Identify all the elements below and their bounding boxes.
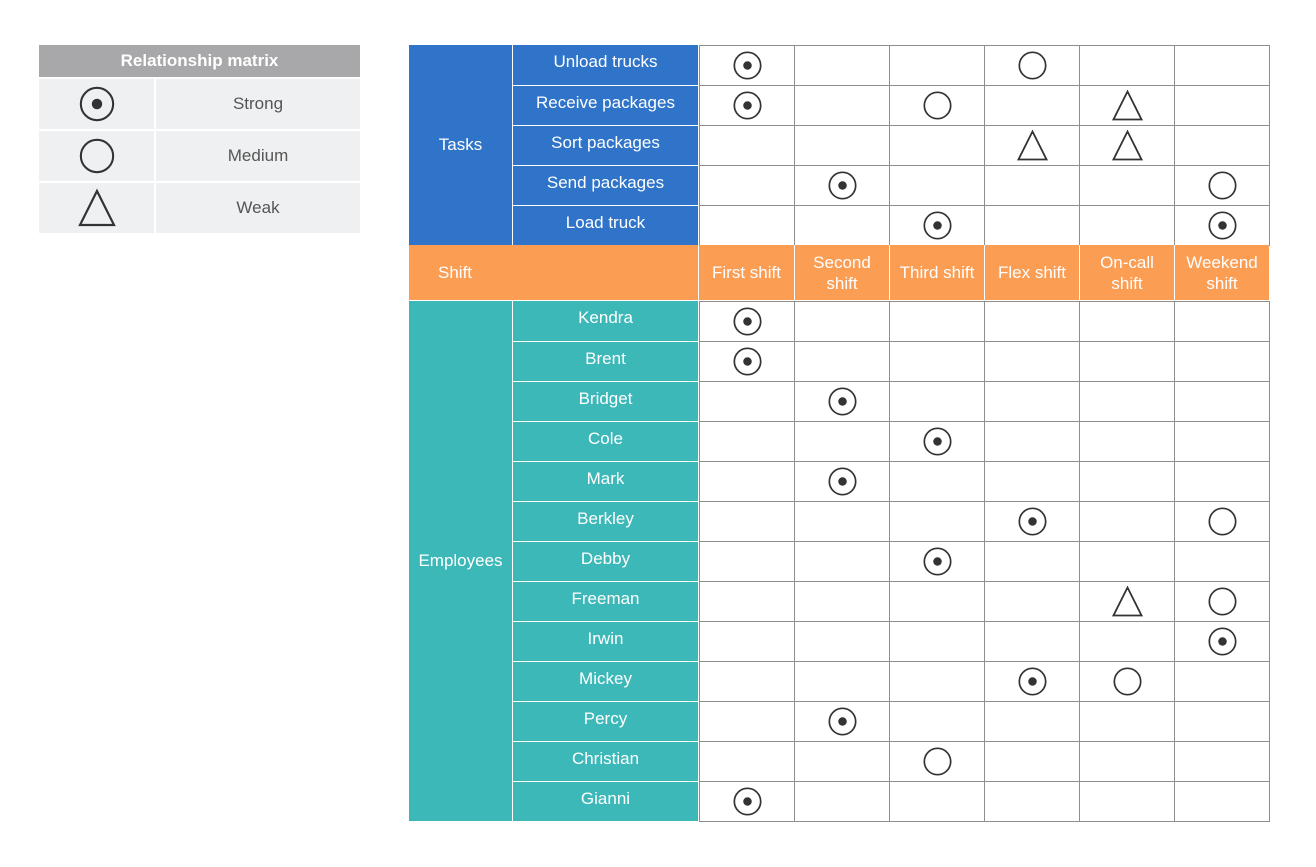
employees-grid-cell	[1174, 301, 1270, 342]
tasks-grid-cell	[794, 85, 890, 126]
tasks-grid-cell	[794, 165, 890, 206]
employees-grid-cell	[1174, 701, 1270, 742]
strong-symbol-icon	[922, 426, 953, 457]
employees-grid-cell	[699, 661, 795, 702]
employees-row-label: Mickey	[513, 662, 698, 701]
tasks-grid-cell	[699, 125, 795, 166]
tasks-grid-cell	[1079, 165, 1175, 206]
employees-grid-cell	[699, 461, 795, 502]
tasks-grid-cell	[1174, 125, 1270, 166]
employees-grid-cell	[889, 781, 985, 822]
tasks-grid-cell	[794, 125, 890, 166]
employees-row-label: Christian	[513, 742, 698, 781]
employees-grid-cell	[1174, 581, 1270, 622]
tasks-grid-cell	[794, 205, 890, 246]
shift-section-label: Shift	[409, 245, 698, 300]
employees-grid-cell	[794, 701, 890, 742]
employees-row-label: Kendra	[513, 301, 698, 341]
employees-grid-cell	[889, 741, 985, 782]
employees-grid-cell	[889, 381, 985, 422]
employees-grid-cell	[1174, 621, 1270, 662]
employees-grid-cell	[889, 701, 985, 742]
strong-symbol-icon	[1017, 666, 1048, 697]
employees-grid-cell	[984, 501, 1080, 542]
strong-symbol-icon	[1207, 626, 1238, 657]
shift-column-header: Weekend shift	[1174, 245, 1269, 300]
employees-grid-cell	[1079, 661, 1175, 702]
employees-grid-cell	[889, 421, 985, 462]
employees-grid-cell	[889, 461, 985, 502]
strong-symbol-icon	[827, 386, 858, 417]
employees-grid-cell	[984, 621, 1080, 662]
employees-grid-cell	[794, 301, 890, 342]
employees-section-label: Employees	[409, 301, 512, 821]
employees-grid-cell	[984, 541, 1080, 582]
employees-grid-cell	[1174, 501, 1270, 542]
employees-grid-cell	[1174, 661, 1270, 702]
medium-symbol-icon	[922, 746, 953, 777]
tasks-grid-cell	[984, 125, 1080, 166]
employees-grid-cell	[699, 781, 795, 822]
employees-grid-cell	[699, 501, 795, 542]
medium-symbol-icon	[1017, 50, 1048, 81]
strong-symbol-icon	[732, 90, 763, 121]
medium-symbol-icon	[922, 90, 953, 121]
employees-grid-cell	[699, 381, 795, 422]
tasks-grid-cell	[1079, 45, 1175, 86]
tasks-grid-cell	[1079, 125, 1175, 166]
strong-symbol-icon	[922, 210, 953, 241]
employees-grid-cell	[1079, 781, 1175, 822]
employees-grid-cell	[794, 461, 890, 502]
employees-grid-cell	[1079, 741, 1175, 782]
employees-grid-cell	[699, 421, 795, 462]
employees-grid-cell	[984, 381, 1080, 422]
legend-label: Medium	[156, 131, 360, 181]
employees-grid-cell	[794, 381, 890, 422]
employees-row-label: Cole	[513, 422, 698, 461]
employees-grid-cell	[699, 741, 795, 782]
employees-grid-cell	[984, 661, 1080, 702]
employees-grid-cell	[889, 661, 985, 702]
tasks-grid-cell	[699, 85, 795, 126]
strong-symbol-icon	[1207, 210, 1238, 241]
employees-grid-cell	[1174, 381, 1270, 422]
employees-grid-cell	[1079, 501, 1175, 542]
employees-grid-cell	[1079, 421, 1175, 462]
employees-grid-cell	[889, 581, 985, 622]
strong-symbol-icon	[732, 50, 763, 81]
employees-grid-cell	[1079, 301, 1175, 342]
employees-grid-cell	[1174, 741, 1270, 782]
strong-symbol-icon	[732, 786, 763, 817]
employees-grid-cell	[699, 621, 795, 662]
strong-symbol-icon	[827, 706, 858, 737]
weak-symbol-icon	[1016, 129, 1049, 162]
employees-grid-cell	[984, 421, 1080, 462]
strong-symbol-icon	[827, 170, 858, 201]
employees-grid-cell	[699, 341, 795, 382]
tasks-grid-cell	[889, 45, 985, 86]
employees-grid-cell	[984, 341, 1080, 382]
tasks-grid-cell	[1174, 85, 1270, 126]
employees-grid-cell	[1174, 461, 1270, 502]
employees-grid-cell	[794, 421, 890, 462]
employees-row-label: Berkley	[513, 502, 698, 541]
employees-grid-cell	[1079, 341, 1175, 382]
legend-label: Weak	[156, 183, 360, 233]
shift-column-header: On-call shift	[1079, 245, 1174, 300]
tasks-grid-cell	[1174, 205, 1270, 246]
tasks-grid-cell	[1174, 45, 1270, 86]
employees-row-label: Gianni	[513, 782, 698, 821]
medium-symbol-icon	[1207, 170, 1238, 201]
tasks-row-label: Load truck	[513, 206, 698, 245]
tasks-row-label: Receive packages	[513, 86, 698, 125]
employees-grid-cell	[794, 661, 890, 702]
employees-grid-cell	[889, 501, 985, 542]
employees-grid-cell	[889, 621, 985, 662]
strong-symbol-icon	[732, 306, 763, 337]
employees-grid-cell	[699, 581, 795, 622]
employees-grid-cell	[984, 301, 1080, 342]
legend-title: Relationship matrix	[39, 45, 360, 77]
employees-grid-cell	[794, 781, 890, 822]
medium-symbol-icon	[1207, 506, 1238, 537]
shift-column-header: Second shift	[794, 245, 889, 300]
medium-symbol-icon	[1207, 586, 1238, 617]
tasks-section-label: Tasks	[409, 45, 512, 245]
employees-grid-cell	[984, 741, 1080, 782]
tasks-grid-cell	[889, 85, 985, 126]
tasks-grid-cell	[984, 205, 1080, 246]
employees-grid-cell	[889, 541, 985, 582]
employees-grid-cell	[1079, 581, 1175, 622]
strong-symbol-icon	[827, 466, 858, 497]
tasks-row-label: Sort packages	[513, 126, 698, 165]
employees-grid-cell	[794, 501, 890, 542]
tasks-grid-cell	[699, 165, 795, 206]
shift-column-header: First shift	[699, 245, 794, 300]
employees-grid-cell	[794, 541, 890, 582]
employees-row-label: Bridget	[513, 382, 698, 421]
tasks-grid-cell	[889, 205, 985, 246]
employees-grid-cell	[699, 301, 795, 342]
shift-column-header: Flex shift	[984, 245, 1079, 300]
tasks-grid-cell	[699, 45, 795, 86]
employees-grid-cell	[1174, 781, 1270, 822]
employees-grid-cell	[1079, 701, 1175, 742]
employees-grid-cell	[984, 701, 1080, 742]
tasks-grid-cell	[1079, 85, 1175, 126]
employees-row-label: Mark	[513, 462, 698, 501]
tasks-grid-cell	[699, 205, 795, 246]
employees-grid-cell	[1174, 541, 1270, 582]
employees-row-label: Irwin	[513, 622, 698, 661]
tasks-row-label: Send packages	[513, 166, 698, 205]
employees-grid-cell	[889, 341, 985, 382]
employees-grid-cell	[1174, 421, 1270, 462]
employees-row-label: Debby	[513, 542, 698, 581]
employees-row-label: Freeman	[513, 582, 698, 621]
tasks-grid-cell	[1079, 205, 1175, 246]
employees-grid-cell	[794, 741, 890, 782]
tasks-grid-cell	[794, 45, 890, 86]
tasks-grid-cell	[984, 165, 1080, 206]
legend-label: Strong	[156, 79, 360, 129]
tasks-grid-cell	[984, 85, 1080, 126]
tasks-grid-cell	[889, 125, 985, 166]
employees-grid-cell	[699, 541, 795, 582]
strong-symbol-icon	[922, 546, 953, 577]
shift-column-header: Third shift	[889, 245, 984, 300]
employees-grid-cell	[794, 341, 890, 382]
medium-symbol-icon	[1112, 666, 1143, 697]
strong-symbol-icon	[732, 346, 763, 377]
employees-grid-cell	[984, 781, 1080, 822]
employees-grid-cell	[984, 461, 1080, 502]
tasks-row-label: Unload trucks	[513, 45, 698, 85]
employees-grid-cell	[1174, 341, 1270, 382]
tasks-grid-cell	[984, 45, 1080, 86]
employees-grid-cell	[794, 621, 890, 662]
employees-grid-cell	[1079, 541, 1175, 582]
strong-symbol-icon	[1017, 506, 1048, 537]
employees-grid-cell	[889, 301, 985, 342]
tasks-grid-cell	[889, 165, 985, 206]
employees-grid-cell	[699, 701, 795, 742]
weak-symbol-icon	[1111, 89, 1144, 122]
weak-symbol-icon	[1111, 585, 1144, 618]
employees-row-label: Brent	[513, 342, 698, 381]
employees-grid-cell	[1079, 381, 1175, 422]
employees-row-label: Percy	[513, 702, 698, 741]
weak-symbol-icon	[1111, 129, 1144, 162]
employees-grid-cell	[1079, 461, 1175, 502]
employees-grid-cell	[984, 581, 1080, 622]
employees-grid-cell	[1079, 621, 1175, 662]
tasks-grid-cell	[1174, 165, 1270, 206]
employees-grid-cell	[794, 581, 890, 622]
